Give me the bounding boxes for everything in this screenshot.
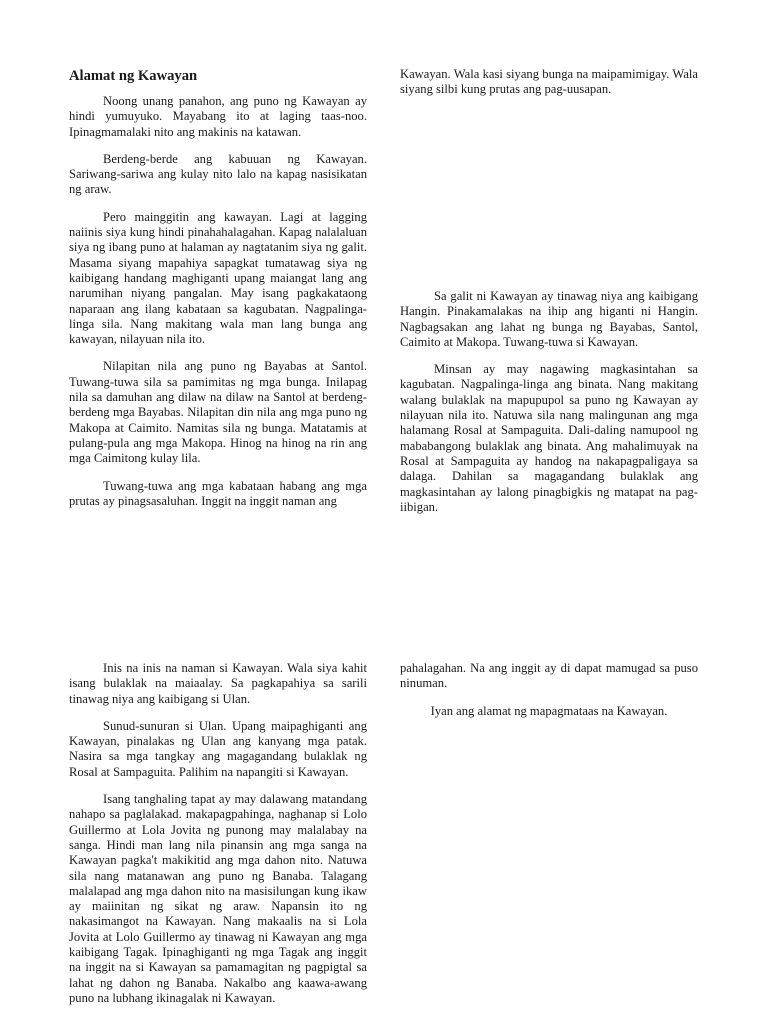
paragraph: Pero mainggitin ang kawayan. Lagi at lagging naiinis siya kung hindi pinahahalagahan. Kapag nalalaluan siya ng ibang puno at halaman ay nagtatanim siya ng galit. Masama siyang mapahiya sapagkat tumatawag siya ng kaibigang handang maghiganti upang maiangat lang ang narumihan niyang pangalan. May isang pagkakataong naparaan ang ilang kabataan sa kagubatan. Nagpalinga-linga sila. Nang makitang wala man lang bunga ang kawayan, nilayuan nila ito. [69, 209, 367, 347]
closing-line: Iyan ang alamat ng mapagmataas na Kawayan. [430, 703, 668, 718]
page1-right-column-top [400, 67, 698, 110]
document-title: Alamat ng Kawayan [69, 68, 198, 84]
paragraph: Noong unang panahon, ang puno ng Kawayan ay hindi yumuyuko. Mayabang ito at laging taas-noo. Ipinagmamalaki nito ang makinis na katawan. [69, 94, 367, 139]
paragraph: Isang tanghaling tapat ay may dalawang matandang nahapo sa paglalakad. makapagpahinga, naghanap si Lolo Guillermo at Lola Jovita ng punong may malalabay na sanga. Hindi man lang nila pinansin ang mga sanga na Kawayan pagka't makikitid ang mga dahon nito. Natuwa sila nang matanawan ang puno ng Banaba. Talagang malalapad ang mga dahon nito na masisilungan kung ikaw ay maiinitan ng sikat ng araw. Napansin ito ng nakasimangot na Kawayan. Nang makaalis na si Lola Jovita at Lolo Guillermo ay tinawag ni Kawayan ang mga kaibigang Tagak. Ipinaghiganti ng mga Tagak ang inggit na inggit na si Kawayan sa pamamagitan ng pagpigtal sa lahat ng dahon ng Banaba. Nakalbo ang kaawa-awang puno na lubhang ikinagalak ni Kawayan. [69, 792, 367, 1005]
paragraph-continued: Kawayan. Wala kasi siyang bunga na maipamimigay. Wala siyang silbi kung prutas ang pag-uusapan. [400, 67, 698, 97]
paragraph: Sa galit ni Kawayan ay tinawag niya ang kaibigang Hangin. Pinakamalakas na ihip ang higanti ni Hangin. Nagbagsakan ang lahat ng bunga ng Bayabas, Santol, Caimito at Makopa. Tuwang-tuwa si Kawayan. [400, 289, 698, 349]
paragraph: Inis na inis na naman si Kawayan. Wala siya kahit isang bulaklak na maiaalay. Sa pagkapahiya sa sarili tinawag niya ang kaibigang si Ulan. [69, 661, 367, 706]
page1-left-column [69, 67, 367, 521]
paragraph: Berdeng-berde ang kabuuan ng Kawayan. Sariwang-sariwa ang kulay nito lalo na kapag nasisikatan ng araw. [69, 151, 367, 197]
paragraph: Nilapitan nila ang puno ng Bayabas at Santol. Tuwang-tuwa sila sa pamimitas ng mga bunga. Inilapag nila sa damuhan ang dilaw na dilaw na Santol at berdeng-berdeng mga Bayabas. Nilapitan din nila ang mga puno ng Makopa at Caimito. Namitas sila ng bunga. Matatamis at pulang-pula ang mga Makopa. Hinog na hinog na rin ang mga Caimitong kulay lila. [69, 359, 367, 466]
paragraph-continued: pahalagahan. Na ang inggit ay di dapat mamugad sa puso ninuman. [400, 661, 698, 691]
page1-right-column-bottom [400, 289, 698, 527]
page2-right-column [400, 661, 698, 731]
paragraph: Sunud-sunuran si Ulan. Upang maipaghiganti ang Kawayan, pinalakas ng Ulan ang kanyang mga patak. Nasira sa mga tangkay ang magagandang bulaklak ng Rosal at Sampaguita. Palihim na napangiti si Kawayan. [69, 718, 367, 779]
page2-left-column [69, 661, 367, 1018]
paragraph: Minsan ay may nagawing magkasintahan sa kagubatan. Nagpalinga-linga ang binata. Nang makitang walang bulaklak na mapupupol sa puno ng Kawayan ay nilayuan nila ito. Natuwa sila nang malingunan ang mga halamang Rosal at Sampaguita. Dali-daling namupool ng mababangong bulaklak ang binata. Ang mahalimuyak na Rosal at Sampaguita ay handog na nakapagpaligaya sa dalaga. Dahilan sa magagandang bulaklak ang magkasintahan ay lalong pinagbigkis ng matapat na pag-iibigan. [400, 362, 698, 514]
paragraph: Tuwang-tuwa ang mga kabataan habang ang mga prutas ay pinagsasaluhan. Inggit na inggit naman ang [69, 478, 367, 508]
